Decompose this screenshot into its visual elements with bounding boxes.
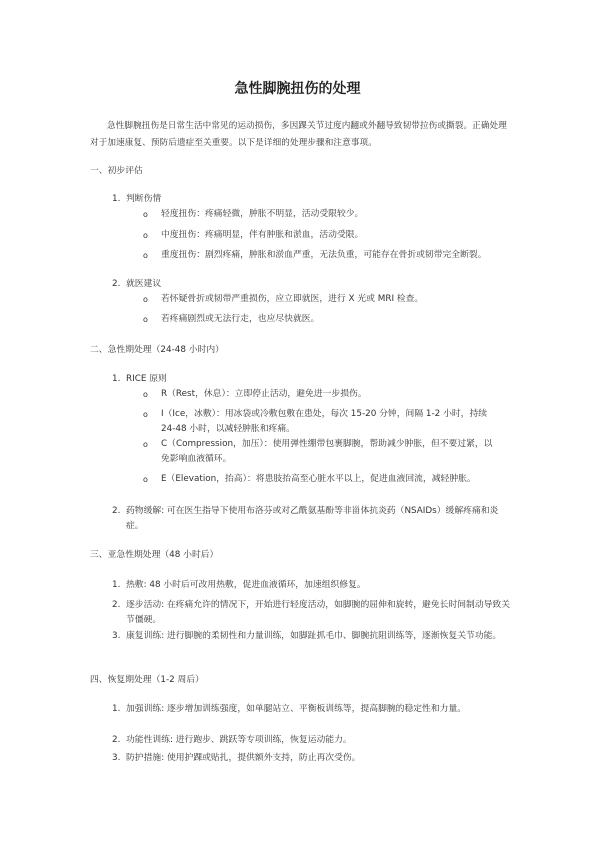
bullet-mark: o [143,295,148,304]
item-text: 加强训练: 逐步增加训练强度，如单腿站立、平衡板训练等，提高脚腕的稳定性和力量。 [126,704,467,714]
item-number: 3. [112,631,121,641]
item-number: 2. [112,735,121,745]
section-heading-4: 四、恢复期处理（1-2 周后） [90,675,204,685]
item-number: 3. [112,753,121,763]
item-text: 防护措施: 使用护踝或贴扎，提供额外支持，防止再次受伤。 [126,753,361,763]
item-number: 2. [112,279,121,289]
item-text: 逐步活动: 在疼痛允许的情况下，开始进行轻度活动，如脚腕的屈伸和旋转，避免长时间制动导致关节僵硬。 [126,600,511,625]
item-text: 药物缓解: 可在医生指导下使用布洛芬或对乙酰氨基酚等非甾体抗炎药（NSAIDs）缓解疼痛和炎症。 [126,506,499,531]
item-text: 功能性训练: 进行跑步、跳跃等专项训练，恢复运动能力。 [126,735,352,745]
bullet-mark: o [143,251,148,260]
intro-paragraph: 急性脚腕扭伤是日常生活中常见的运动损伤，多因踝关节过度内翻或外翻导致韧带拉伤或撕裂。正确处理对于加速康复、预防后遗症至关重要。以下是详细的处理步骤和注意事项。 [90,121,507,148]
item-text: RICE 原则 [126,374,167,384]
page-title: 急性脚腕扭伤的处理 [234,81,361,97]
item-text: 判断伤情 [126,194,162,204]
item-number: 1. [112,194,121,204]
bullet-text: 重度扭伤：剧烈疼痛，肿胀和淤血严重，无法负重，可能存在骨折或韧带完全断裂。 [161,250,487,260]
bullet-text: R（Rest，休息）：立即停止活动，避免进一步损伤。 [161,389,367,399]
bullet-mark: o [143,440,148,449]
item-number: 1. [112,580,121,590]
section-heading-3: 三、亚急性期处理（48 小时后） [90,550,219,560]
bullet-text: E（Elevation，抬高）：将患肢抬高至心脏水平以上，促进血液回流，减轻肿胀。 [161,474,476,484]
bullet-text: 若怀疑骨折或韧带严重损伤，应立即就医，进行 X 光或 MRI 检查。 [161,294,424,304]
item-number: 2. [112,600,121,610]
bullet-text: 中度扭伤：疼痛明显，伴有肿胀和淤血，活动受限。 [161,230,364,240]
item-number: 1. [112,374,121,384]
item-text: 康复训练: 进行脚腕的柔韧性和力量训练，如脚趾抓毛巾、脚腕抗阻训练等，逐渐恢复关节功能。 [126,631,502,641]
bullet-text: I（Ice，冰敷）：用冰袋或冷敷包敷在患处，每次 15-20 分钟，间隔 1-2 小时，持续 24-48 小时，以减轻肿胀和疼痛。 [161,409,488,434]
item-text: 就医建议 [126,279,162,289]
bullet-text: 若疼痛剧烈或无法行走，也应尽快就医。 [161,314,320,324]
section-heading-2: 二、急性期处理（24-48 小时内） [90,345,224,355]
section-heading-1: 一、初步评估 [90,166,143,176]
bullet-mark: o [143,210,148,219]
item-text: 热敷: 48 小时后可改用热敷，促进血液循环，加速组织修复。 [126,580,366,590]
item-number: 2. [112,506,121,516]
bullet-mark: o [143,390,148,399]
bullet-text: C（Compression，加压）：使用弹性绷带包裹脚腕，帮助减少肿胀，但不要过紧，以免影响血液循环。 [161,439,493,464]
bullet-mark: o [143,231,148,240]
item-number: 1. [112,704,121,714]
bullet-mark: o [143,410,148,419]
bullet-mark: o [143,315,148,324]
bullet-text: 轻度扭伤：疼痛轻微，肿胀不明显，活动受限较少。 [161,209,364,219]
bullet-mark: o [143,475,148,484]
